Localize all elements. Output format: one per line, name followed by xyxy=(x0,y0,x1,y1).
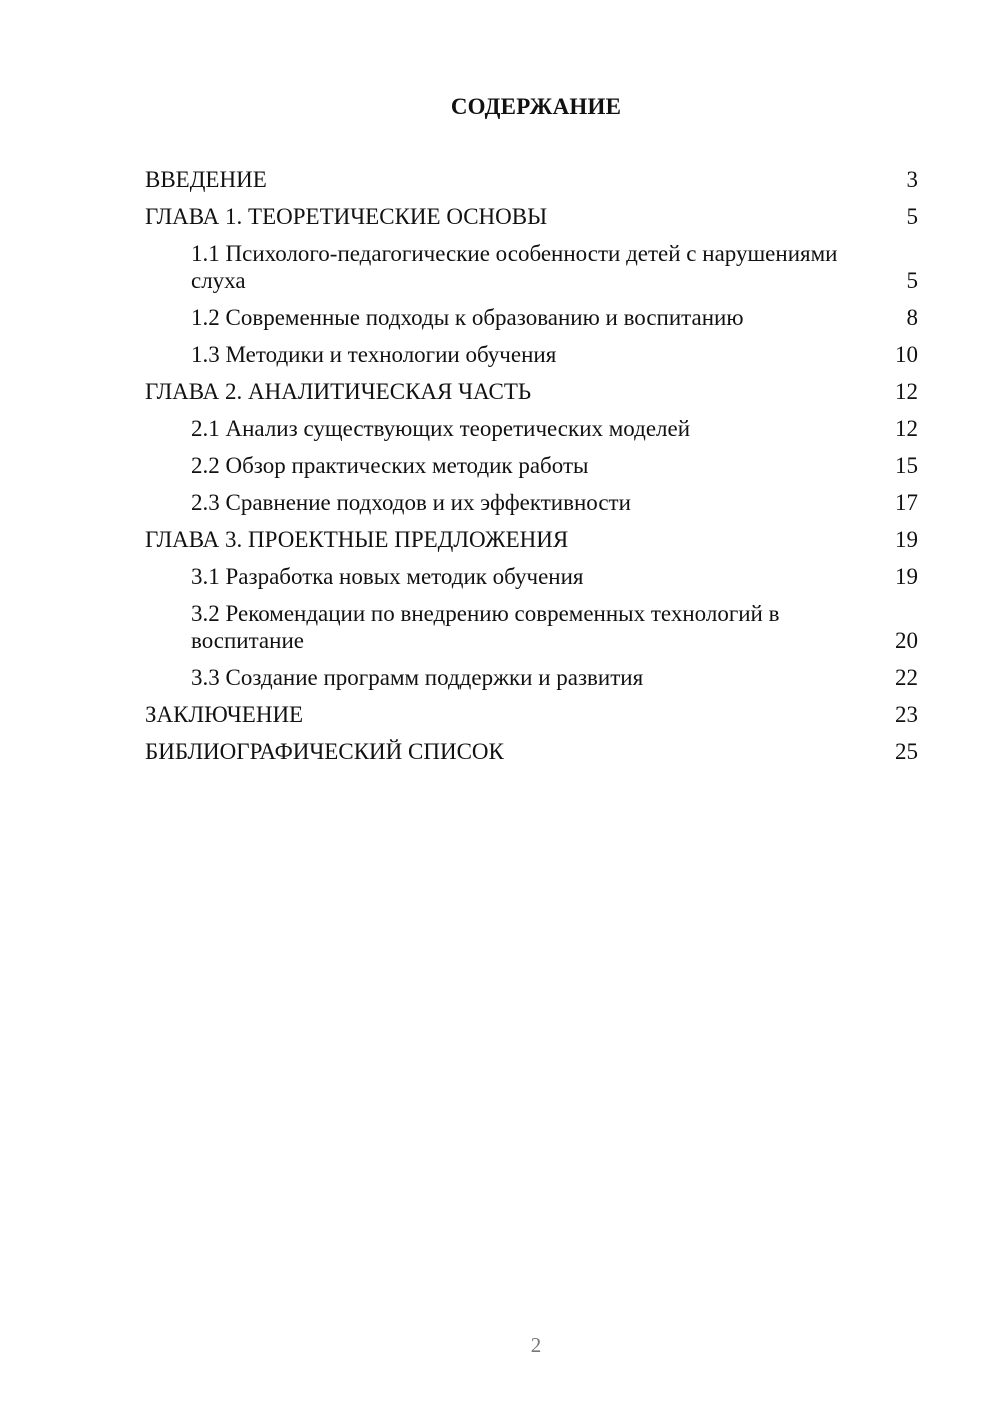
toc-entry-label: 3.2 Рекомендации по внедрению современных технологий в воспитание xyxy=(191,601,780,653)
toc-entry-page: 5 xyxy=(906,268,918,293)
toc-entry-page: 3 xyxy=(906,167,918,192)
toc-entry-label: 1.2 Современные подходы к образованию и воспитанию xyxy=(191,305,744,330)
toc-entry xyxy=(145,203,918,230)
table-of-contents xyxy=(145,166,918,775)
toc-entry-label: ГЛАВА 1. ТЕОРЕТИЧЕСКИЕ ОСНОВЫ xyxy=(145,204,548,229)
toc-entry-label: 2.3 Сравнение подходов и их эффективности xyxy=(191,490,631,515)
toc-entry xyxy=(145,738,918,765)
toc-subentry xyxy=(145,240,918,294)
toc-subentry xyxy=(145,452,918,479)
toc-entry-page: 5 xyxy=(906,204,918,229)
toc-entry-page: 15 xyxy=(895,453,918,478)
toc-entry-page: 10 xyxy=(895,342,918,367)
toc-entry-page: 20 xyxy=(895,628,918,653)
toc-entry-label: ГЛАВА 2. АНАЛИТИЧЕСКАЯ ЧАСТЬ xyxy=(145,379,532,404)
toc-entry-label: 3.1 Разработка новых методик обучения xyxy=(191,564,584,589)
toc-subentry xyxy=(145,664,918,691)
toc-entry-page: 12 xyxy=(895,379,918,404)
toc-entry-label: ВВЕДЕНИЕ xyxy=(145,167,267,192)
toc-entry-label: ЗАКЛЮЧЕНИЕ xyxy=(145,702,304,727)
toc-entry-label: 1.3 Методики и технологии обучения xyxy=(191,342,557,367)
toc-entry xyxy=(145,526,918,553)
toc-entry-page: 19 xyxy=(895,564,918,589)
toc-entry-label: 2.2 Обзор практических методик работы xyxy=(191,453,589,478)
toc-entry-page: 8 xyxy=(906,305,918,330)
toc-subentry xyxy=(145,415,918,442)
toc-entry-page: 25 xyxy=(895,739,918,764)
toc-entry xyxy=(145,378,918,405)
toc-subentry xyxy=(145,563,918,590)
toc-entry-label: 1.1 Психолого-педагогические особенности детей с нарушениями слуха xyxy=(191,241,838,293)
toc-entry-label: БИБЛИОГРАФИЧЕСКИЙ СПИСОК xyxy=(145,739,504,764)
page-title: СОДЕРЖАНИЕ xyxy=(450,94,622,119)
toc-entry-page: 23 xyxy=(895,702,918,727)
toc-subentry xyxy=(145,304,918,331)
toc-entry-page: 17 xyxy=(895,490,918,515)
toc-entry xyxy=(145,701,918,728)
toc-subentry xyxy=(145,489,918,516)
toc-entry xyxy=(145,166,918,193)
toc-entry-page: 22 xyxy=(895,665,918,690)
page-number: 2 xyxy=(530,1333,542,1357)
toc-entry-page: 19 xyxy=(895,527,918,552)
toc-subentry xyxy=(145,600,918,654)
toc-subentry xyxy=(145,341,918,368)
toc-entry-page: 12 xyxy=(895,416,918,441)
toc-entry-label: 3.3 Создание программ поддержки и развития xyxy=(191,665,644,690)
toc-entry-label: 2.1 Анализ существующих теоретических моделей xyxy=(191,416,691,441)
toc-entry-label: ГЛАВА 3. ПРОЕКТНЫЕ ПРЕДЛОЖЕНИЯ xyxy=(145,527,569,552)
